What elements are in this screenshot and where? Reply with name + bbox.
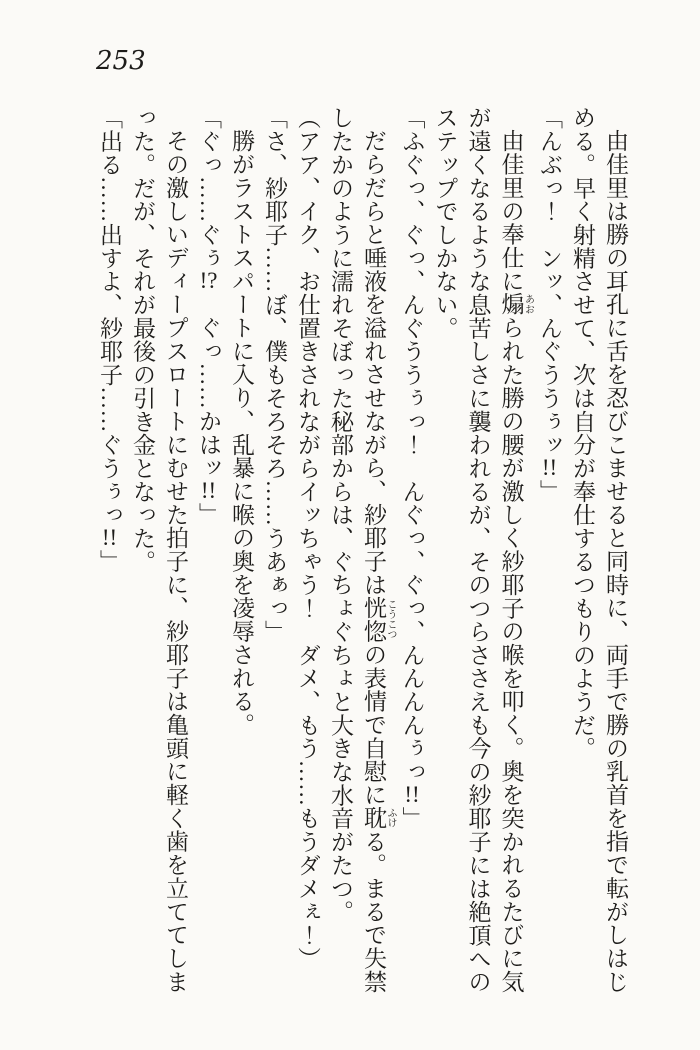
furigana-text: あお (522, 292, 534, 316)
tatechuyoko-cluster: !! (101, 526, 118, 550)
paragraph-narration: 勝がラストスパートに入り、乱暴に喉の奥を凌辱される。 (229, 129, 254, 737)
paragraph-narration: 由佳里は勝の耳孔に舌を忍びこませると同時に、両手で勝の乳首を指で転がしはじめる。早く射精させて、次は自分が奉仕するつもりのようだ。 (570, 106, 628, 993)
paragraph-narration: 由佳里の奉仕に煽 あおられた勝の腰が激しく紗耶子の喉を叩く。奥を突かれるたびに気が遠くなるような息苦しさに襲われるが、そのつらささえも今の紗耶子には絶頂へのステップでしかない。 (432, 106, 534, 994)
book-text-block (93, 106, 632, 998)
paragraph-dialogue: 「んぶっ！ ンッ、んぐううぅッ!!」 (537, 106, 562, 503)
paragraph-dialogue: 「出る……出すよ、紗耶子……ぐうぅっ!!」 (97, 106, 122, 573)
furigana-text: ふけ (385, 806, 396, 830)
furigana-ruby: 耽 ふけ (361, 806, 396, 830)
tatechuyoko-cluster: !! (200, 479, 217, 503)
paragraph-thought: （アア、イク、お仕置きされながらイッちゃう！ ダメ、もう……もうダメぇ！） (295, 106, 320, 970)
page-number: 253 (96, 46, 146, 76)
paragraph-narration: その激しいディープスロートにむせた拍子に、紗耶子は亀頭に軽く歯を立ててしまった。だが、それが最後の引き金となった。 (130, 106, 188, 993)
furigana-text: こうこつ (385, 596, 396, 643)
furigana-ruby: 煽 あお (498, 292, 534, 316)
tatechuyoko-cluster: !! (404, 783, 420, 807)
paragraph-dialogue: 「さ、紗耶子……ぼ、僕もそろそろ……うあぁっ」 (262, 106, 287, 644)
tatechuyoko-cluster: !? (199, 269, 218, 293)
furigana-ruby: 恍惚 こうこつ (361, 596, 396, 643)
tatechuyoko-cluster: !! (541, 456, 558, 480)
paragraph-narration: だらだらと唾液を溢れさせながら、紗耶子は恍惚 こうこつの表情で自慰に耽 ふける。まるで失禁したかのように濡れそぼった秘部からは、ぐちょぐちょと大きな水音がたつ。 (328, 106, 396, 993)
paragraph-dialogue: 「ぐっ……ぐぅ!? ぐっ……かはッ!!」 (196, 106, 221, 526)
paragraph-dialogue: 「ふぐっ、ぐっ、んぐううぅっ！ んぐっ、ぐっ、んんんんぅっ!!」 (399, 106, 425, 830)
